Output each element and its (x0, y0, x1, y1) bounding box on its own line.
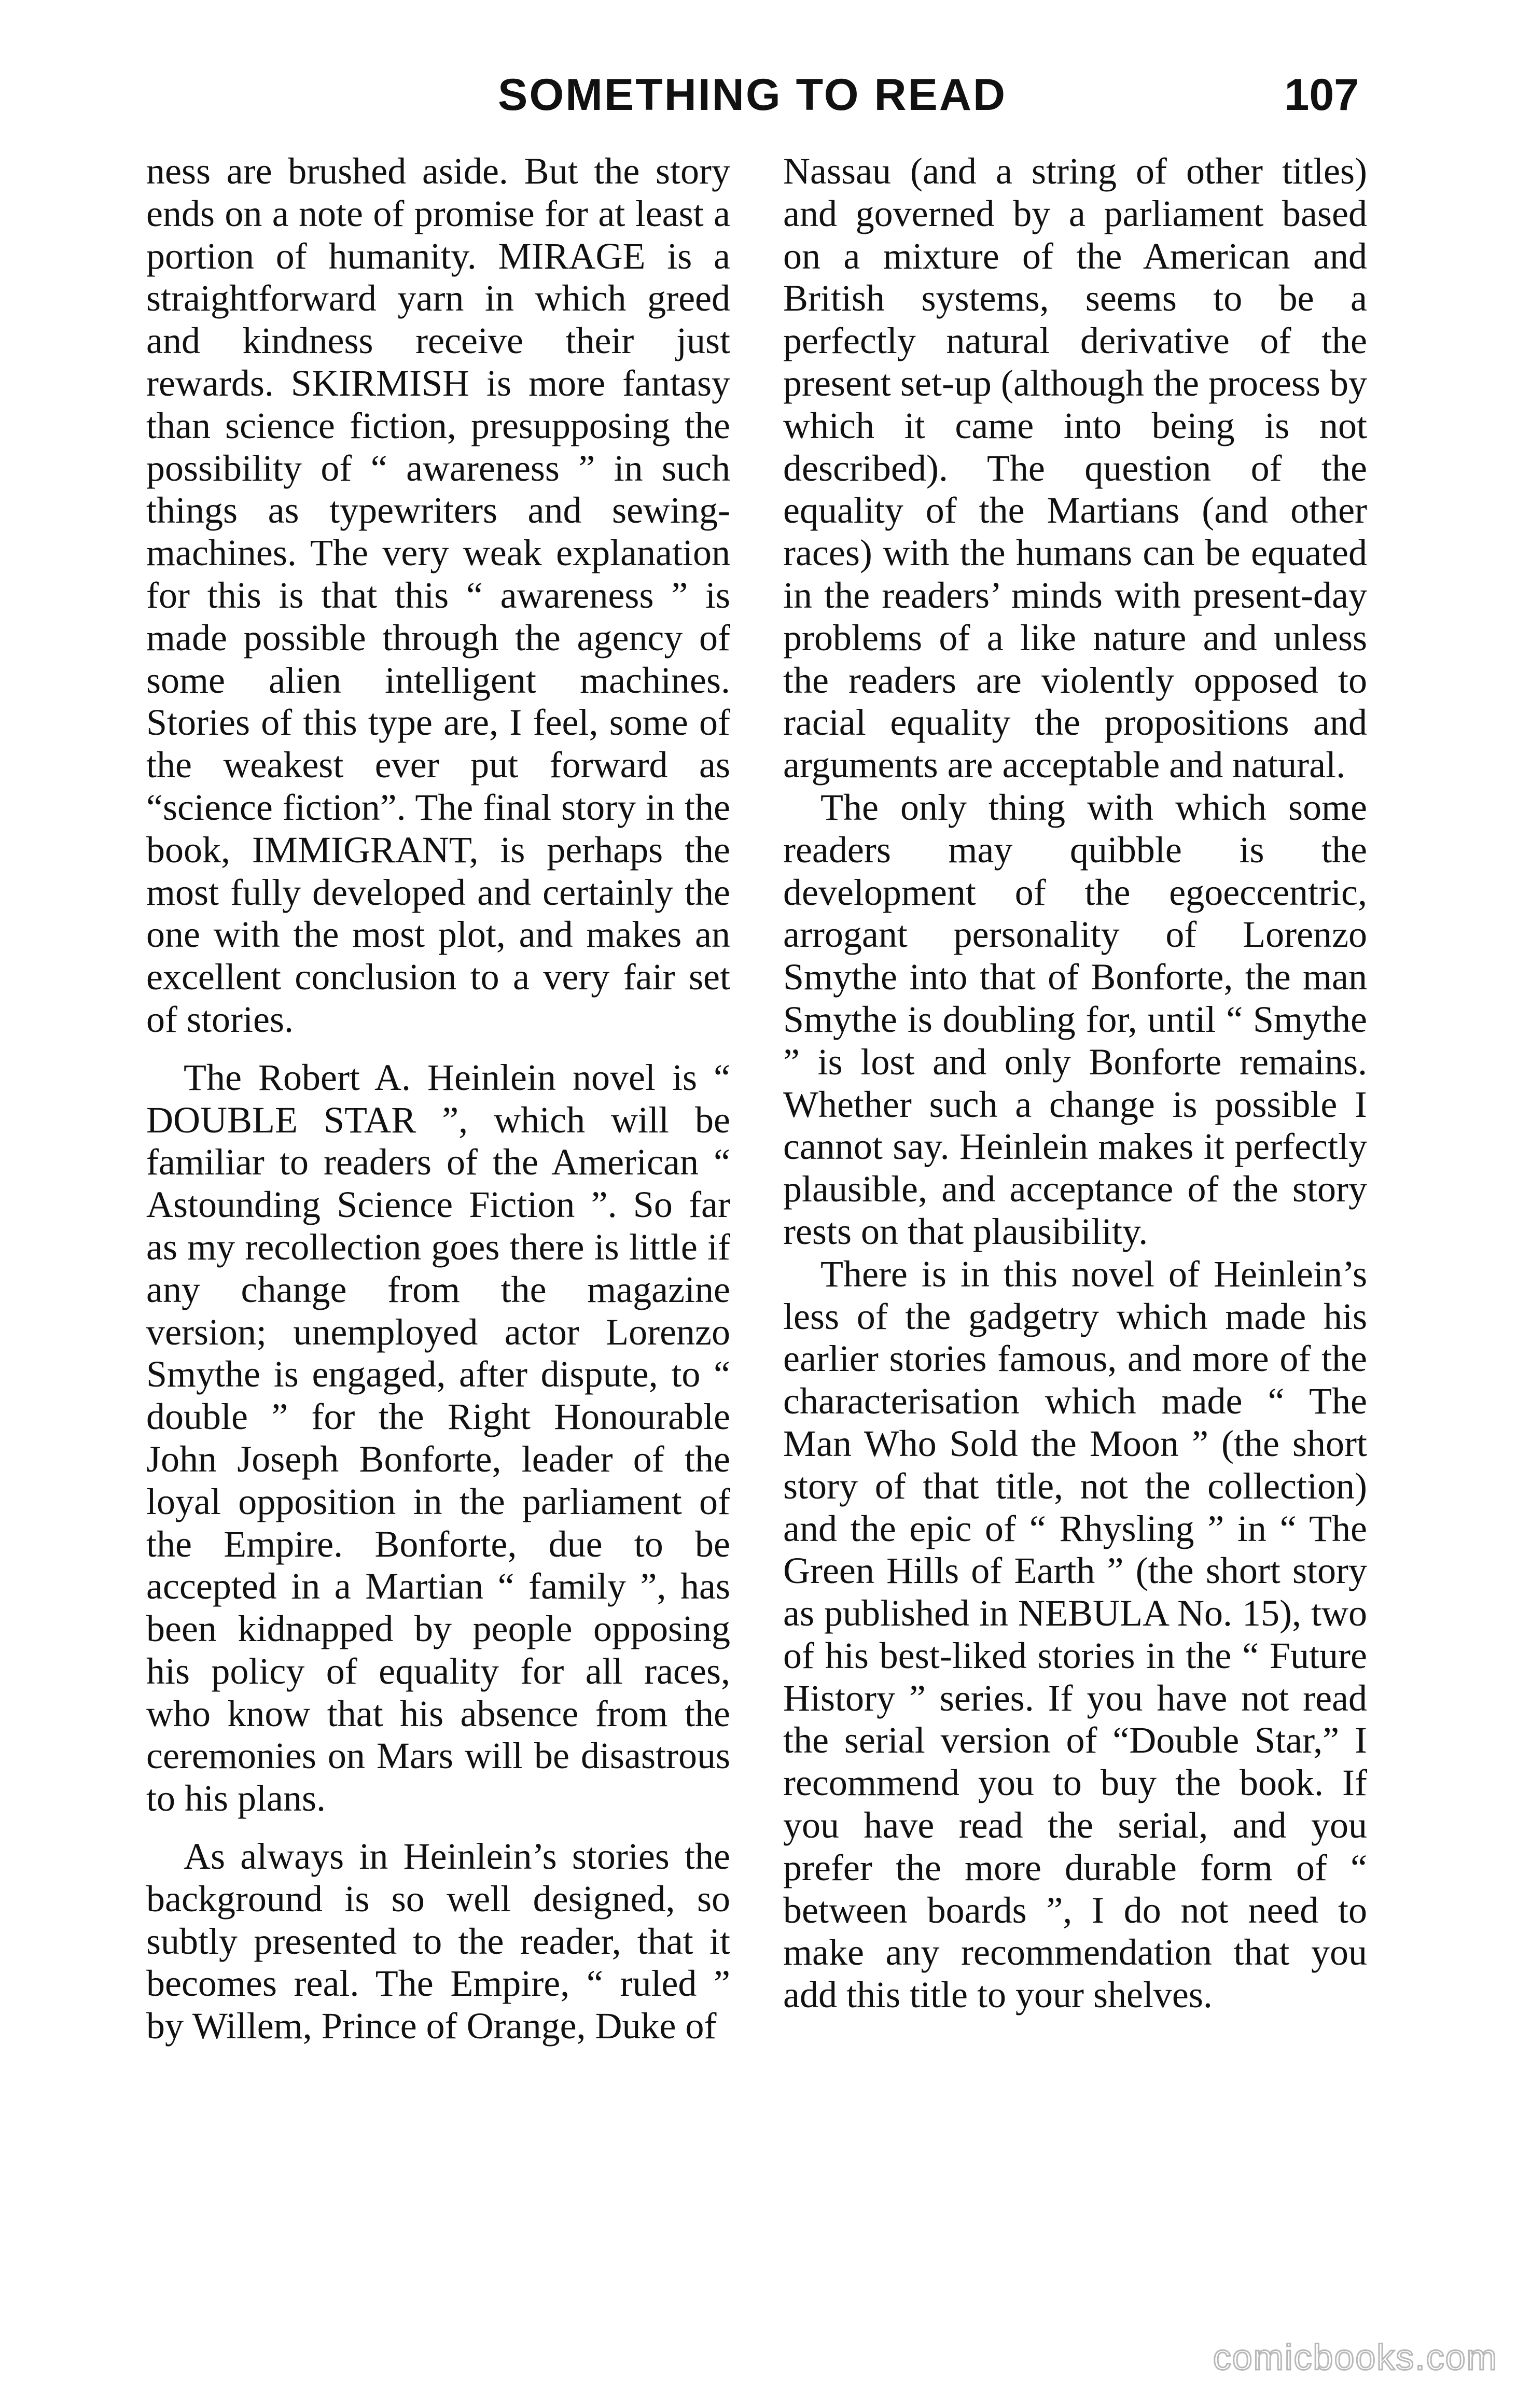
paragraph: ness are brushed aside. But the story ends on a note of promise for at least a portion of humanity. MIRAGE is a straightforward yarn in which greed and kindness receive their just rewards. SKIRMISH is more fantasy than science fiction, presupposing the possibility of “ awareness ” in such things as typewriters and sewing-machines. The very weak explanation for this is that this “ awareness ” is made possible through the agency of some alien intelligent machines. Stories of this type are, I feel, some of the weakest ever put forward as “science fiction”. The final story in the book, IMMIGRANT, is perhaps the most fully developed and certainly the one with the most plot, and makes an excellent conclusion to a very fair set of stories. (146, 150, 730, 1040)
paragraph: There is in this novel of Heinlein’s less of the gadgetry which made his earlier stories famous, and more of the characterisation which made “ The Man Who Sold the Moon ” (the short story of that title, not the collection) and the epic of “ Rhysling ” in “ The Green Hills of Earth ” (the short story as published in NEBULA No. 15), two of his best-liked stories in the “ Future History ” series. If you have not read the serial version of “Double Star,” I recommend you to buy the book. If you have read the serial, and you prefer the more durable form of “ between boards ”, I do not need to make any recommendation that you add this title to your shelves. (783, 1253, 1367, 2016)
running-header (0, 66, 1531, 129)
paragraph: As always in Heinlein’s stories the background is so well designed, so subtly presented to the reader, that it becomes real. The Empire, “ ruled ” by Willem, Prince of Orange, Duke of (146, 1836, 730, 2047)
page-number: 107 (1284, 70, 1359, 120)
paragraph: Nassau (and a string of other titles) and governed by a parliament based on a mixture of the American and British systems, seems to be a perfectly natural derivative of the present set-up (although the process by which it came into being is not described). The question of the equality of the Martians (and other races) with the humans can be equated in the readers’ minds with present-day problems of a like nature and unless the readers are violently opposed to racial equality the propositions and arguments are acceptable and natural. (783, 150, 1367, 786)
left-column (146, 150, 730, 2048)
paragraph: The only thing with which some readers may quibble is the development of the egoeccentric, arrogant personality of Lorenzo Smythe into that of Bonforte, the man Smythe is doubling for, until “ Smythe ” is lost and only Bonforte remains. Whether such a change is possible I cannot say. Heinlein makes it perfectly plausible, and acceptance of the story rests on that plausibility. (783, 786, 1367, 1252)
paragraph: The Robert A. Heinlein novel is “ DOUBLE STAR ”, which will be familiar to readers of the American “ Astounding Science Fiction ”. So far as my recollection goes there is little if any change from the magazine version; unemployed actor Lorenzo Smythe is engaged, after dispute, to “ double ” for the Right Honourable John Joseph Bonforte, leader of the loyal opposition in the parliament of the Empire. Bonforte, due to be accepted in a Martian “ family ”, has been kidnapped by people opposing his policy of equality for all races, who know that his absence from the ceremonies on Mars will be disastrous to his plans. (146, 1056, 730, 1819)
running-title: SOMETHING TO READ (498, 70, 1007, 120)
right-column (783, 150, 1367, 2017)
watermark: comicbooks.com (1213, 2337, 1498, 2377)
paragraph-gap (146, 1041, 730, 1057)
paragraph-gap (146, 1820, 730, 1836)
